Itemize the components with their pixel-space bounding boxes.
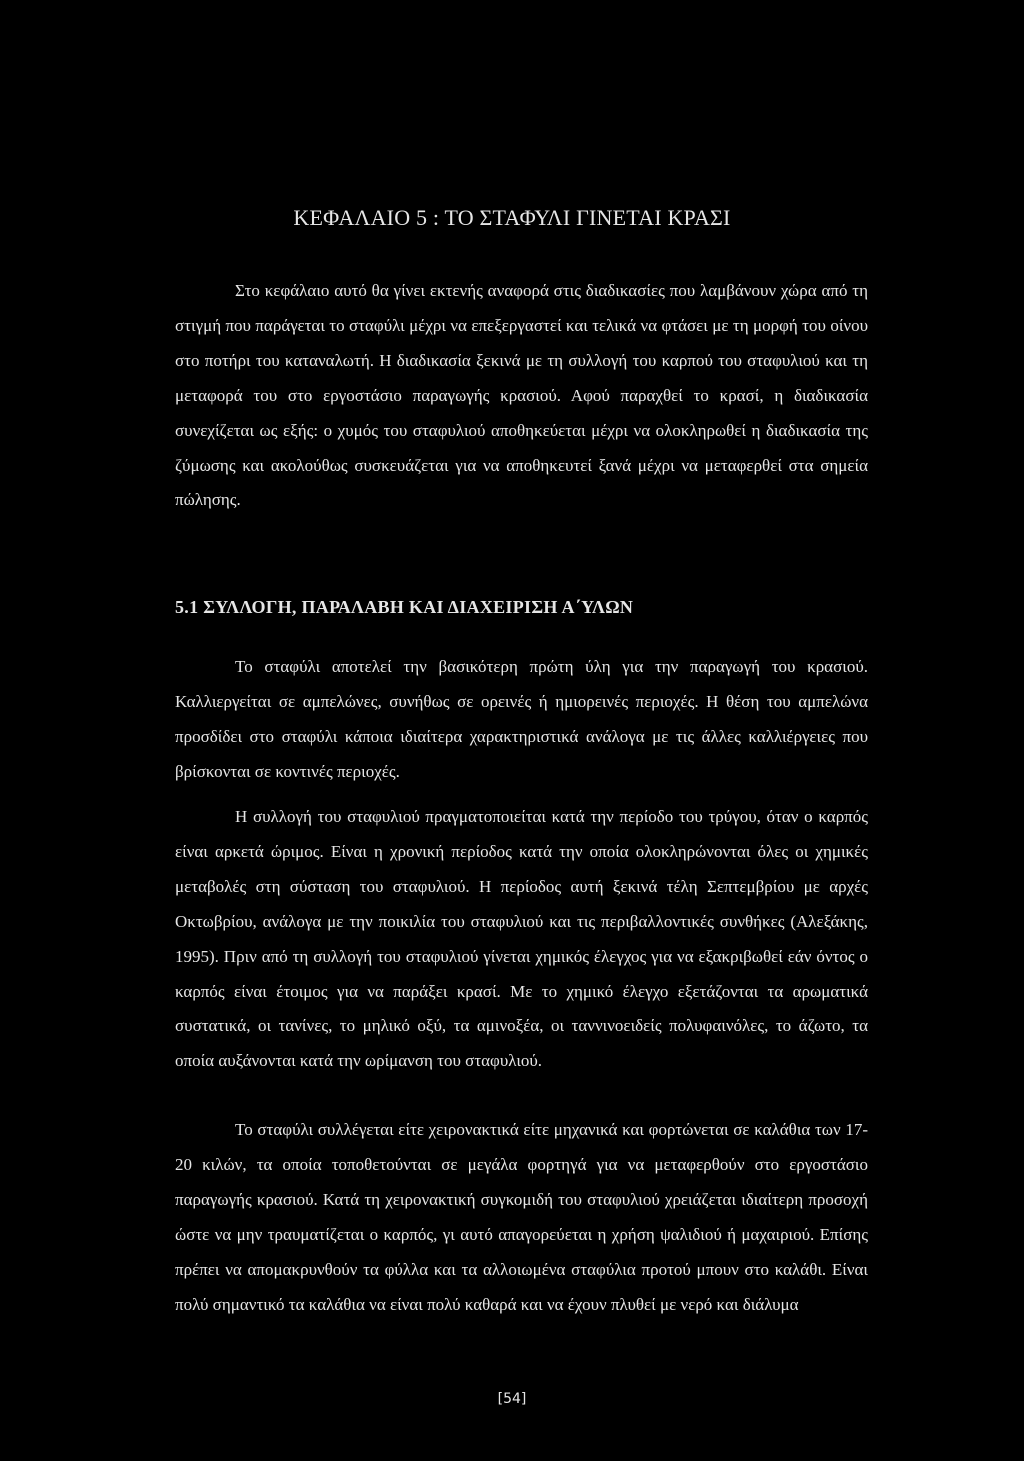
body-paragraph: Το σταφύλι συλλέγεται είτε χειρονακτικά είτε μηχανικά και φορτώνεται σε καλάθια των 17-20 κιλών, τα οποία τοποθετούνται σε μεγάλα φορτηγά για να μεταφερθούν στο εργοστάσιο παραγωγής κρασιού. Κατά τη χειρονακτική συγκομιδή του σταφυλιού χρειάζεται ιδιαίτερη προσοχή ώστε να μην τραυματίζεται ο καρπός, γι αυτό απαγορεύεται η χρήση ψαλιδιού ή μαχαιριού. Επίσης πρέπει να απομακρυνθούν τα φύλλα και τα αλλοιωμένα σταφύλια προτού μπουν στο καλάθι. Είναι πολύ σημαντικό τα καλάθια να είναι πολύ καθαρά και να έχουν πλυθεί με νερό και διάλυμα: [175, 1120, 868, 1314]
page-number: [54]: [497, 1391, 527, 1407]
chapter-title: ΚΕΦΑΛΑΙΟ 5 : ΤΟ ΣΤΑΦΥΛΙ ΓΙΝΕΤΑΙ ΚΡΑΣΙ: [293, 205, 731, 230]
section-title: 5.1 ΣΥΛΛΟΓΗ, ΠΑΡΑΛΑΒΗ ΚΑΙ ΔΙΑΧΕΙΡΙΣΗ Α΄ΥΛΩΝ: [175, 597, 634, 617]
body-paragraph: Η συλλογή του σταφυλιού πραγματοποιείται κατά την περίοδο του τρύγου, όταν ο καρπός είναι αρκετά ώριμος. Είναι η χρονική περίοδος κατά την οποία ολοκληρώνονται όλες οι χημικές μεταβολές στη σύσταση του σταφυλιού. Η περίοδος αυτή ξεκινά τέλη Σεπτεμβρίου με αρχές Οκτωβρίου, ανάλογα με την ποικιλία του σταφυλιού και τις περιβαλλοντικές συνθήκες (Αλεξάκης, 1995). Πριν από τη συλλογή του σταφυλιού γίνεται χημικός έλεγχος για να εξακριβωθεί εάν όντος ο καρπός είναι έτοιμος για να παράξει κρασί. Με το χημικό έλεγχο εξετάζονται τα αρωματικά συστατικά, οι τανίνες, το μηλικό οξύ, τα αμινοξέα, οι ταννινοειδείς πολυφαινόλες, το άζωτο, τα οποία αυξάνονται κατά την ωρίμανση του σταφυλιού.: [175, 807, 868, 1071]
intro-paragraph: Στο κεφάλαιο αυτό θα γίνει εκτενής αναφορά στις διαδικασίες που λαμβάνουν χώρα από τη στιγμή που παράγεται το σταφύλι μέχρι να επεξεργαστεί και τελικά να φτάσει με τη μορφή του οίνου στο ποτήρι του καταναλωτή. Η διαδικασία ξεκινά με τη συλλογή του καρπού του σταφυλιού και τη μεταφορά του στο εργοστάσιο παραγωγής κρασιού. Αφού παραχθεί το κρασί, η διαδικασία συνεχίζεται ως εξής: ο χυμός του σταφυλιού αποθηκεύεται μέχρι να ολοκληρωθεί η διαδικασία της ζύμωσης και ακολούθως συσκευάζεται για να αποθηκευτεί ξανά μέχρι να μεταφερθεί στα σημεία πώλησης.: [175, 281, 868, 510]
body-paragraph: Το σταφύλι αποτελεί την βασικότερη πρώτη ύλη για την παραγωγή του κρασιού. Καλλιεργείται σε αμπελώνες, συνήθως σε ορεινές ή ημιορεινές περιοχές. Η θέση του αμπελώνα προσδίδει στο σταφύλι κάποια ιδιαίτερα χαρακτηριστικά ανάλογα με τις άλλες καλλιέργειες που βρίσκονται σε κοντινές περιοχές.: [175, 657, 868, 781]
